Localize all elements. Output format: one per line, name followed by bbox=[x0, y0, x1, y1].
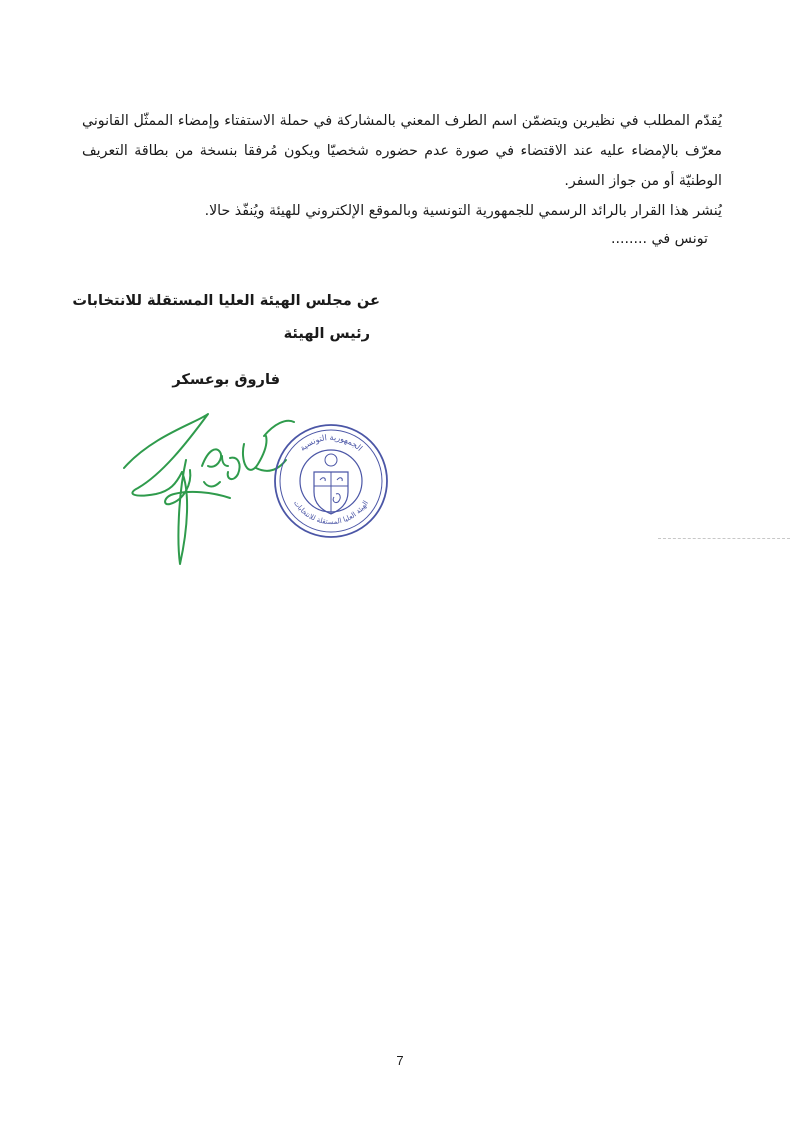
stamp-top-text: الجمهورية التونسية bbox=[298, 432, 365, 453]
paragraph-1: يُقدّم المطلب في نظيرين ويتضمّن اسم الطرف المعني بالمشاركة في حملة الاستفتاء وإمضاء الممثّل القانوني معرّف بالإمضاء عليه عند الاقتضاء في صورة عدم حضوره شخصيّا ويكون مُرفقا بنسخة من بطاقة التعريف الوطنيّة أو من جواز السفر. bbox=[82, 113, 722, 189]
official-stamp bbox=[270, 420, 392, 542]
president-title: رئيس الهيئة bbox=[283, 325, 370, 342]
stamp-bottom-text: الهيئة العليا المستقلة للانتخابات bbox=[291, 499, 371, 527]
signature-block bbox=[72, 284, 380, 350]
signer-name: فاروق بوعسكر bbox=[172, 371, 280, 388]
council-line: عن مجلس الهيئة العليا المستقلة للانتخابات bbox=[72, 292, 380, 309]
page-number: 7 bbox=[396, 1053, 404, 1068]
place-date: تونس في ........ bbox=[610, 231, 708, 247]
paragraph-2: يُنشر هذا القرار بالرائد الرسمي للجمهورية التونسية وبالموقع الإلكتروني للهيئة ويُنفّذ حالا. bbox=[204, 203, 722, 219]
scan-edge-line bbox=[658, 538, 790, 540]
body-text bbox=[82, 106, 722, 226]
